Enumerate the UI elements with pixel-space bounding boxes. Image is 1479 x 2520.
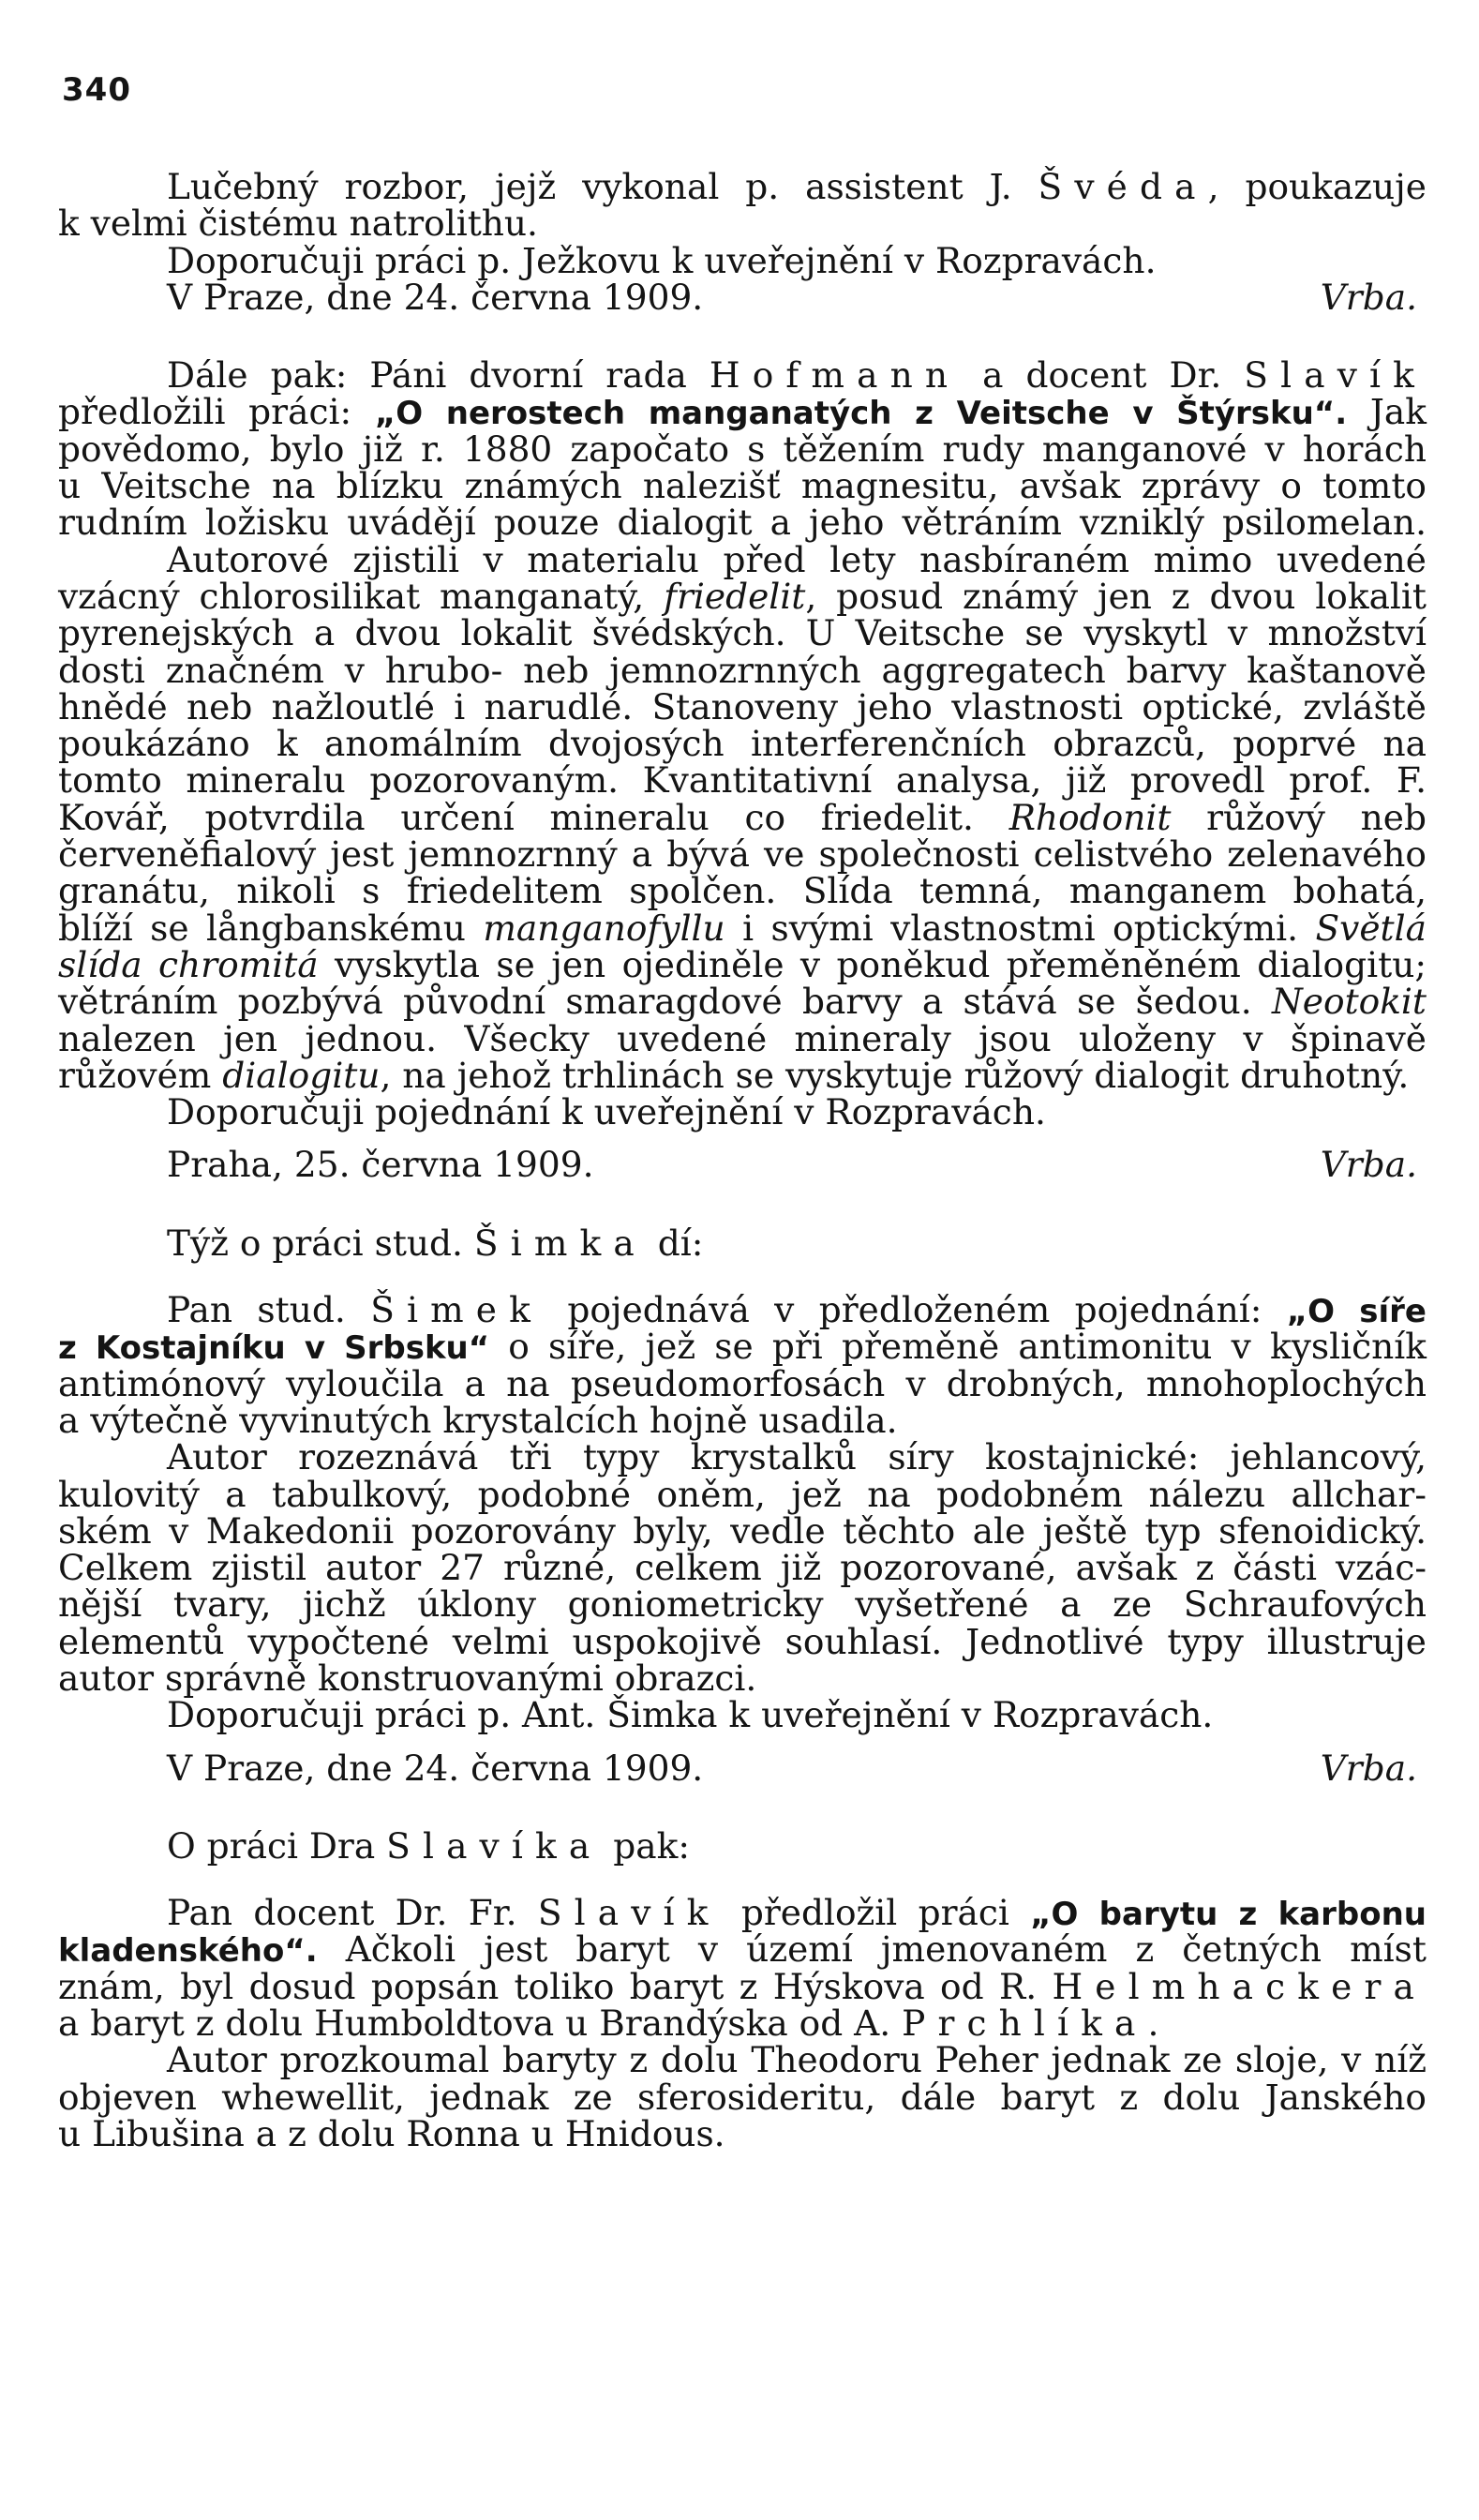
text-run: k velmi čistému natrolithu. xyxy=(58,202,538,245)
text-run: Jak xyxy=(1347,391,1427,433)
text-run: znám, byl dosud popsán toliko baryt z Hýskova od R. xyxy=(58,1965,1053,2007)
text-run: poukázáno k anomálním dvojosých interferenčních obrazců, poprvé na xyxy=(58,723,1427,765)
text-line xyxy=(58,202,1427,245)
text-line xyxy=(58,1657,1427,1699)
text-run: , posud známý jen z dvou lokalit xyxy=(805,575,1427,617)
text-run: Doporučuji práci p. Ježkovu k uveřejnění v Rozpravách. xyxy=(167,239,1157,281)
text-line xyxy=(58,354,1427,397)
text-run: o síře, jež se při přeměně antimonitu v kysličník xyxy=(489,1326,1427,1368)
text-line xyxy=(58,1547,1427,1589)
spaced-name: Slavíka xyxy=(386,1824,603,1867)
spaced-name: Slavík xyxy=(537,1892,721,1934)
bold-title-text: z Kostajníku v Srbsku“ xyxy=(58,1329,490,1368)
text-line xyxy=(58,1289,1427,1331)
text-line xyxy=(58,907,1427,949)
text-line xyxy=(58,538,1427,580)
text-line xyxy=(58,1694,1427,1736)
text-run: povědomo, bylo již r. 1880 započato s těžením rudy manganové v horách xyxy=(58,428,1427,470)
signature-place-date: Praha, 25. června 1909. xyxy=(167,1144,594,1186)
text-run: Pan stud. xyxy=(167,1289,371,1331)
text-line xyxy=(58,239,1427,281)
signature-line xyxy=(58,276,1427,318)
text-run: Kovář, potvrdila určení mineralu co friedelit. xyxy=(58,796,1009,838)
text-run: hnědé neb nažloutlé i narudlé. Stanoveny jeho vlastnosti optické, zvláště xyxy=(58,685,1427,728)
text-run: pak: xyxy=(602,1824,690,1867)
text-run: Doporučuji pojednání k uveřejnění v Rozpravách. xyxy=(167,1091,1046,1133)
text-line xyxy=(58,1509,1427,1552)
text-line xyxy=(58,502,1427,544)
text-line xyxy=(58,2039,1427,2081)
signature-line xyxy=(58,1747,1427,1789)
text-line xyxy=(58,1326,1427,1368)
signature-line xyxy=(58,1144,1427,1186)
text-run: u Veitsche na blízku známých nalezišť magnesitu, avšak zprávy o tomto xyxy=(58,465,1427,507)
text-run: granátu, nikoli s friedelitem spolčen. Slída temná, manganem bohatá, xyxy=(58,870,1427,912)
text-line xyxy=(58,2112,1427,2154)
text-run: O práci Dra xyxy=(167,1824,387,1867)
text-run: růžový neb xyxy=(1171,796,1427,838)
text-line xyxy=(58,1473,1427,1515)
text-run: Ačkoli jest baryt v území jmenovaném z četných míst xyxy=(317,1928,1427,1971)
text-line xyxy=(58,796,1427,838)
spaced-name: Švéda xyxy=(1038,166,1208,207)
document-body xyxy=(58,166,1427,2154)
text-line xyxy=(58,981,1427,1023)
spaced-name: Šimek xyxy=(370,1289,543,1331)
text-line xyxy=(58,575,1427,617)
text-line xyxy=(58,2076,1427,2118)
text-run: Autor prozkoumal baryty z dolu Theodoru Peher jednak ze sloje, v níž xyxy=(167,2039,1427,2081)
text-run: Celkem zjistil autor 27 různé, celkem již pozorované, avšak z části vzác- xyxy=(58,1547,1427,1589)
text-line xyxy=(58,870,1427,912)
text-run: Týž o práci stud. xyxy=(167,1222,474,1264)
text-line xyxy=(58,685,1427,728)
text-line xyxy=(58,649,1427,691)
text-line xyxy=(58,759,1427,802)
text-run: elementů vypočtené velmi uspokojivě souhlasí. Jednotlivé typy illustruje xyxy=(58,1620,1427,1662)
text-line xyxy=(58,833,1427,876)
text-line xyxy=(58,943,1427,985)
spaced-name: Helmhackera xyxy=(1052,1965,1427,2007)
text-line xyxy=(58,1436,1427,1478)
text-run: pyrenejských a dvou lokalit švédských. U Veitsche se vyskytl v množství xyxy=(58,612,1427,654)
bold-title-text: „O síře xyxy=(1286,1293,1427,1331)
text-run: tomto mineralu pozorovaným. Kvantitativní analysa, již provedl prof. F. xyxy=(58,759,1427,802)
text-line xyxy=(58,2002,1427,2045)
signature-name: Vrba. xyxy=(1320,1144,1417,1186)
text-run: a výtečně vyvinutých krystalcích hojně usadila. xyxy=(58,1399,898,1441)
text-run: pojednává v předloženém pojednání: xyxy=(542,1289,1287,1331)
text-line xyxy=(58,1017,1427,1059)
text-run: blíží se långbanskému xyxy=(58,907,484,949)
text-run: u Libušina a z dolu Ronna u Hnidous. xyxy=(58,2112,725,2154)
text-line xyxy=(58,612,1427,654)
text-line xyxy=(58,1824,1427,1867)
text-run: a baryt z dolu Humboldtova u Brandýska od A. xyxy=(58,2002,903,2045)
bold-title-text: „O barytu z karbonu xyxy=(1030,1896,1427,1934)
text-line xyxy=(58,1892,1427,1934)
text-run: a docent Dr. xyxy=(960,354,1245,397)
text-run: nalezen jen jednou. Všecky uvedené mineraly jsou uloženy v špinavě xyxy=(58,1017,1427,1059)
signature-name: Vrba. xyxy=(1320,276,1417,318)
text-run: větráním pozbývá původní smaragdové barvy a stává se šedou. xyxy=(58,981,1272,1023)
bold-title-text: „O nerostech manganatých z Veitsche v Štýrsku“. xyxy=(374,395,1348,433)
text-line xyxy=(58,1054,1427,1096)
signature-place-date: V Praze, dne 24. června 1909. xyxy=(167,276,704,318)
text-line xyxy=(58,1399,1427,1441)
text-run: Autor rozeznává tři typy krystalků síry kostajnické: jehlancový, xyxy=(167,1436,1427,1478)
text-line xyxy=(58,1928,1427,1971)
text-run: i svými vlastnostmi optickými. xyxy=(725,907,1316,949)
italic-term: Neotokit xyxy=(1271,981,1427,1023)
text-line xyxy=(58,1222,1427,1264)
italic-term: friedelit xyxy=(664,575,806,617)
text-run: Doporučuji práci p. Ant. Šimka k uveřejnění v Rozpravách. xyxy=(167,1694,1214,1736)
text-run: Dále pak: Páni dvorní rada xyxy=(167,354,710,397)
text-run: rudním ložisku uvádějí pouze dialogit a jeho větráním vzniklý psilomelan. xyxy=(58,502,1427,544)
text-run: ském v Makedonii pozorovány byly, vedle těchto ale ještě typ sfenoidický. xyxy=(58,1509,1427,1552)
text-run: Autorové zjistili v materialu před lety nasbíraném mimo uvedené xyxy=(167,538,1427,580)
page-number: 340 xyxy=(62,71,131,109)
text-line xyxy=(58,1620,1427,1662)
bold-title-text: kladenského“. xyxy=(58,1932,318,1971)
text-line xyxy=(58,428,1427,470)
text-run: předložili práci: xyxy=(58,391,375,433)
spaced-name: Slavík xyxy=(1244,354,1427,397)
text-run: . xyxy=(1147,2002,1159,2045)
text-run: , na jehož trhlinách se vyskytuje růžový dialogit druhotný. xyxy=(380,1054,1410,1096)
text-line xyxy=(58,465,1427,507)
text-run: předložil práci xyxy=(720,1892,1031,1934)
text-line xyxy=(58,1965,1427,2007)
text-run: autor správně konstruovanými obrazci. xyxy=(58,1657,757,1699)
text-run: objeven whewellit, jednak ze sferosideritu, dále baryt z dolu Janského xyxy=(58,2076,1427,2118)
text-line xyxy=(58,391,1427,433)
italic-term: manganofyllu xyxy=(483,907,725,949)
text-run: dosti značném v hrubo- neb jemnozrnných aggregatech barvy kaštanově xyxy=(58,649,1427,691)
spaced-name: Prchlíka xyxy=(902,2002,1148,2045)
text-run: Pan docent Dr. Fr. xyxy=(167,1892,538,1934)
spaced-name: Šimka xyxy=(473,1222,647,1264)
text-line xyxy=(58,1583,1427,1626)
italic-term: slída chromitá xyxy=(58,943,319,985)
text-run: vyskytla se jen ojediněle v poněkud přeměněném dialogitu; xyxy=(318,943,1427,985)
text-run: antimónový vyloučila a na pseudomorfosách v drobných, mnohoplochých xyxy=(58,1362,1427,1404)
text-run: vzácný chlorosilikat manganatý, xyxy=(58,575,665,617)
text-line xyxy=(58,1362,1427,1404)
text-run: nější tvary, jichž úklony goniometricky vyšetřené a ze Schraufových xyxy=(58,1583,1427,1626)
text-run: kulovitý a tabulkový, podobné oněm, jež na podobném nálezu allchar- xyxy=(58,1473,1427,1515)
text-line xyxy=(58,723,1427,765)
text-run: , poukazuje xyxy=(1207,166,1427,207)
text-line xyxy=(58,1091,1427,1133)
text-run: růžovém xyxy=(58,1054,223,1096)
text-run: červeněfialový jest jemnozrnný a bývá ve společnosti celistvého zelenavého xyxy=(58,833,1427,876)
italic-term: Světlá xyxy=(1315,907,1427,949)
spaced-name: Hofmann xyxy=(709,354,961,397)
text-line xyxy=(58,166,1427,207)
text-run: Lučebný rozbor, jejž vykonal p. assistent J. xyxy=(167,166,1038,207)
italic-term: dialogitu xyxy=(222,1054,381,1096)
text-run: dí: xyxy=(646,1222,704,1264)
signature-place-date: V Praze, dne 24. června 1909. xyxy=(167,1747,704,1789)
signature-name: Vrba. xyxy=(1320,1747,1417,1789)
italic-term: Rhodonit xyxy=(1008,796,1172,838)
